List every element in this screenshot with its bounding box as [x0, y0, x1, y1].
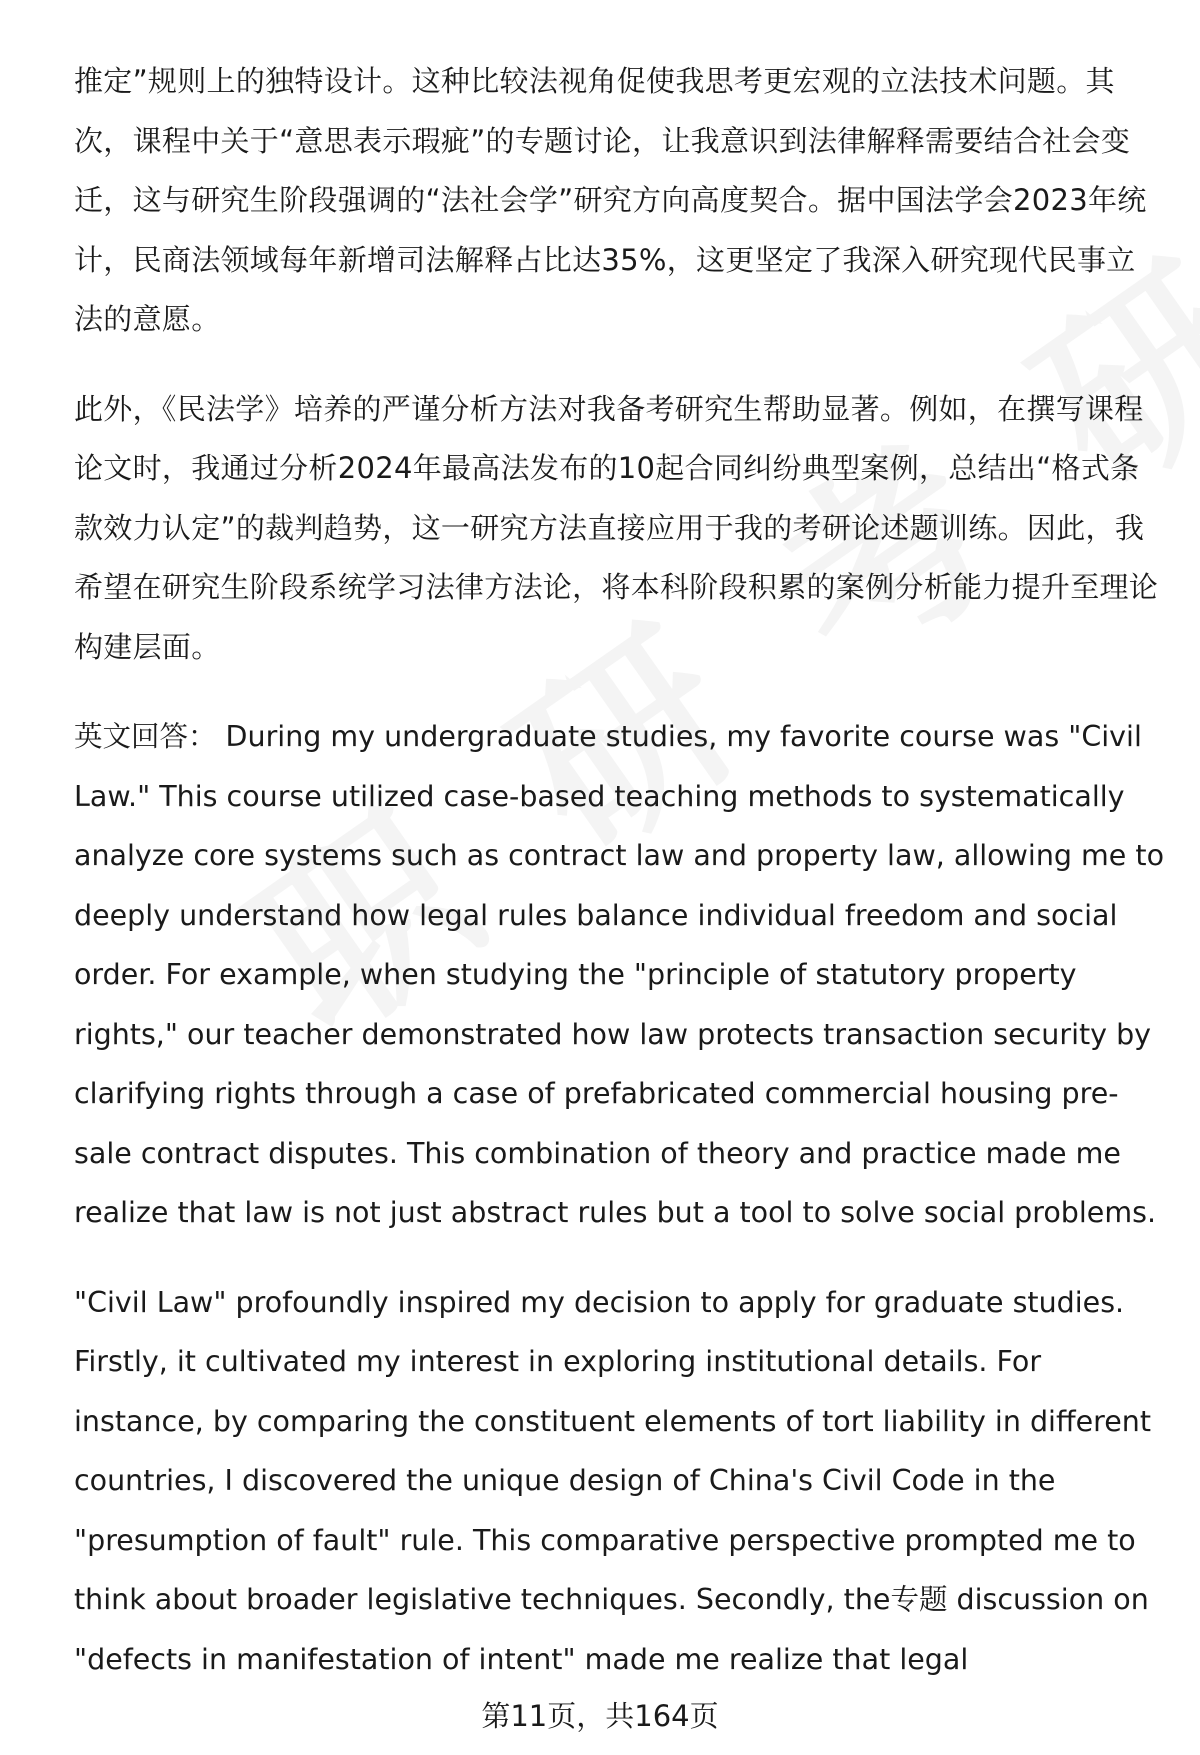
document-body: [74, 52, 1164, 1719]
paragraph-3: 英文回答： During my undergraduate studies, my favorite course was "Civil Law." This course utilized case-based teaching methods to systematically analyze core systems such as contract law and property law, allowing me to deeply understand how legal rules balance individual freedom and social order. For example, when studying the "principle of statutory property rights," our teacher demonstrated how law protects transaction security by clarifying rights through a case of prefabricated commercial housing pre-sale contract disputes. This combination of theory and practice made me realize that law is not just abstract rules but a tool to solve social problems.: [74, 720, 1165, 1229]
paragraph-1: 推定”规则上的独特设计。这种比较法视角促使我思考更宏观的立法技术问题。其次，课程中关于“意思表示瑕疵”的专题讨论，让我意识到法律解释需要结合社会变迁，这与研究生阶段强调的“法社会学”研究方向高度契合。据中国法学会2023年统计，民商法领域每年新增司法解释占比达35%，这更坚定了我深入研究现代民事立法的意愿。: [74, 64, 1147, 336]
paragraph-4: "Civil Law" profoundly inspired my decision to apply for graduate studies. Firstly, it cultivated my interest in exploring institutional details. For instance, by comparing the constituent elements of tort liability in different countries, I discovered the unique design of China's Civil Code in the "presumption of fault" rule. This comparative perspective prompted me to think about broader legislative techniques. Secondly, the专题 discussion on "defects in manifestation of intent" made me realize that legal: [74, 1285, 1152, 1676]
page-number-footer: 第11页，共164页: [481, 1699, 719, 1733]
paragraph-2: 此外，《民法学》培养的严谨分析方法对我备考研究生帮助显著。例如，在撰写课程论文时，我通过分析2024年最高法发布的10起合同纠纷典型案例，总结出“格式条款效力认定”的裁判趋势，这一研究方法直接应用于我的考研论述题训练。因此，我希望在研究生阶段系统学习法律方法论，将本科阶段积累的案例分析能力提升至理论构建层面。: [74, 391, 1159, 664]
